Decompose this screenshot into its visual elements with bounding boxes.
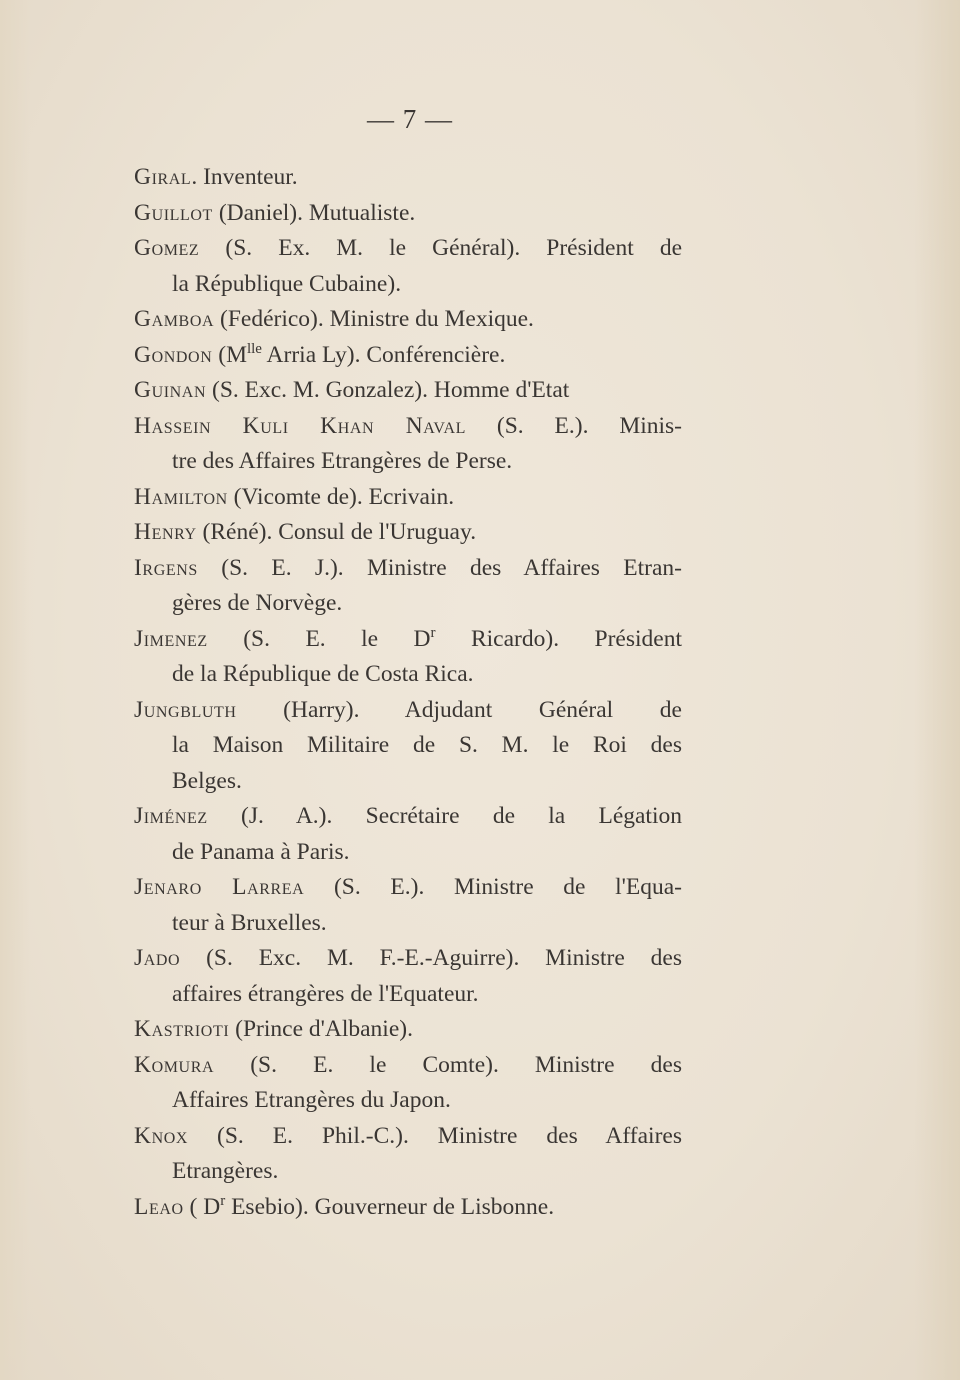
entry-text: (S. E. Phil.-C.). Ministre des Affaires [188,1122,682,1149]
entry-line [134,160,682,196]
entry-continuation: Belges. [172,767,242,794]
entry-line [134,302,682,338]
entry-name: Hassein Kuli Khan Naval [134,412,466,439]
entry-line [134,551,682,587]
entry-name: Leao [134,1193,184,1220]
entry-line [134,941,682,977]
entry-line [134,870,682,906]
entry-line [134,196,682,232]
entry-line [134,338,682,374]
entry-text: (J. A.). Secrétaire de la Légation [207,803,682,829]
entry-line [134,515,682,551]
entry-name: Jiménez [134,803,208,829]
entry-name: Knox [134,1122,189,1149]
entry-continuation: la Maison Militaire de S. M. le Roi des [172,732,682,758]
entry-name: Gomez [134,235,200,261]
entry-name: Gondon [134,341,213,368]
entry-text: (S. Ex. M. le Général). Président de [199,235,682,261]
entry-text: (Prince d'Albanie). [229,1016,413,1042]
entry-name: Komura [134,1051,215,1078]
entry-text: (Fedérico). Ministre du Mexique. [214,306,534,332]
entry-line [134,373,682,409]
entry-line [134,1012,682,1048]
entry-continuation: de la République de Costa Rica. [172,661,474,687]
page-edge-left [0,0,30,1380]
entry-name: Jado [134,945,181,971]
entry-line [134,1119,682,1155]
entry-line [134,409,682,445]
entry-name: Henry [134,519,197,545]
entry-line [134,480,682,516]
entry-line [134,231,682,267]
entry-name: Guinan [134,377,207,403]
entry-line [134,1190,682,1226]
entry-line [134,799,682,835]
entry-continuation: de Panama à Paris. [172,838,350,865]
entry-text: (Vicomte de). Ecrivain. [227,483,455,510]
entry-name: Irgens [134,554,198,581]
entry-line [134,693,682,729]
entry-text: (S. E. le $D^r$ Ricardo). Président [207,624,682,652]
entry-name: Giral [134,164,192,190]
entry-text: (S. Exc. M. Gonzalez). Homme d'Etat [206,377,570,403]
entry-text: ( $D^r$ Esebio). Gouverneur de Lisbonne. [183,1192,555,1220]
entry-name: Hamilton [134,483,228,510]
entry-text: (S. Exc. M. F.-E.-Aguirre). Ministre des [180,945,682,971]
entry-continuation: Affaires Etrangères du Japon. [172,1087,451,1113]
entry-text: (S. E. J.). Ministre des Affaires Etran- [197,554,682,581]
entry-name: Guillot [134,199,213,226]
entry-name: Jimenez [134,625,208,652]
entry-continuation: gères de Norvège. [172,590,343,616]
page-number: — 7 — [367,104,453,134]
entry-continuation: affaires étrangères de l'Equateur. [172,980,479,1007]
entry-text: (S. E.). Minis- [465,412,683,439]
entry-name: Kastrioti [134,1016,230,1042]
superscript: r [430,624,436,641]
page-edge-right [914,0,960,1380]
superscript: lle [246,340,262,357]
entry-continuation: Etrangères. [172,1158,279,1184]
superscript: r [220,1192,226,1209]
entry-text: . Inventeur. [191,164,298,190]
entry-text: (S. E.). Ministre de l'Equa- [304,874,683,900]
entry-text: (Harry). Adjudant Général de [236,696,682,723]
entry-text: (Réné). Consul de l'Uruguay. [196,519,477,545]
entry-text: (S. E. le Comte). Ministre des [214,1051,682,1078]
entry-line [134,1048,682,1084]
entry-text: (Daniel). Mutualiste. [212,199,416,226]
entry-list [134,160,682,1225]
entry-text: ($M^{lle}$ Arria Ly). Conférencière. [212,340,506,368]
entry-name: Gamboa [134,306,215,332]
entry-name: Jenaro Larrea [134,874,305,900]
entry-name: Jungbluth [134,696,237,723]
entry-continuation: teur à Bruxelles. [172,909,327,936]
entry-continuation: la République Cubaine). [172,270,402,297]
entry-line [134,622,682,658]
entry-continuation: tre des Affaires Etrangères de Perse. [172,448,513,474]
